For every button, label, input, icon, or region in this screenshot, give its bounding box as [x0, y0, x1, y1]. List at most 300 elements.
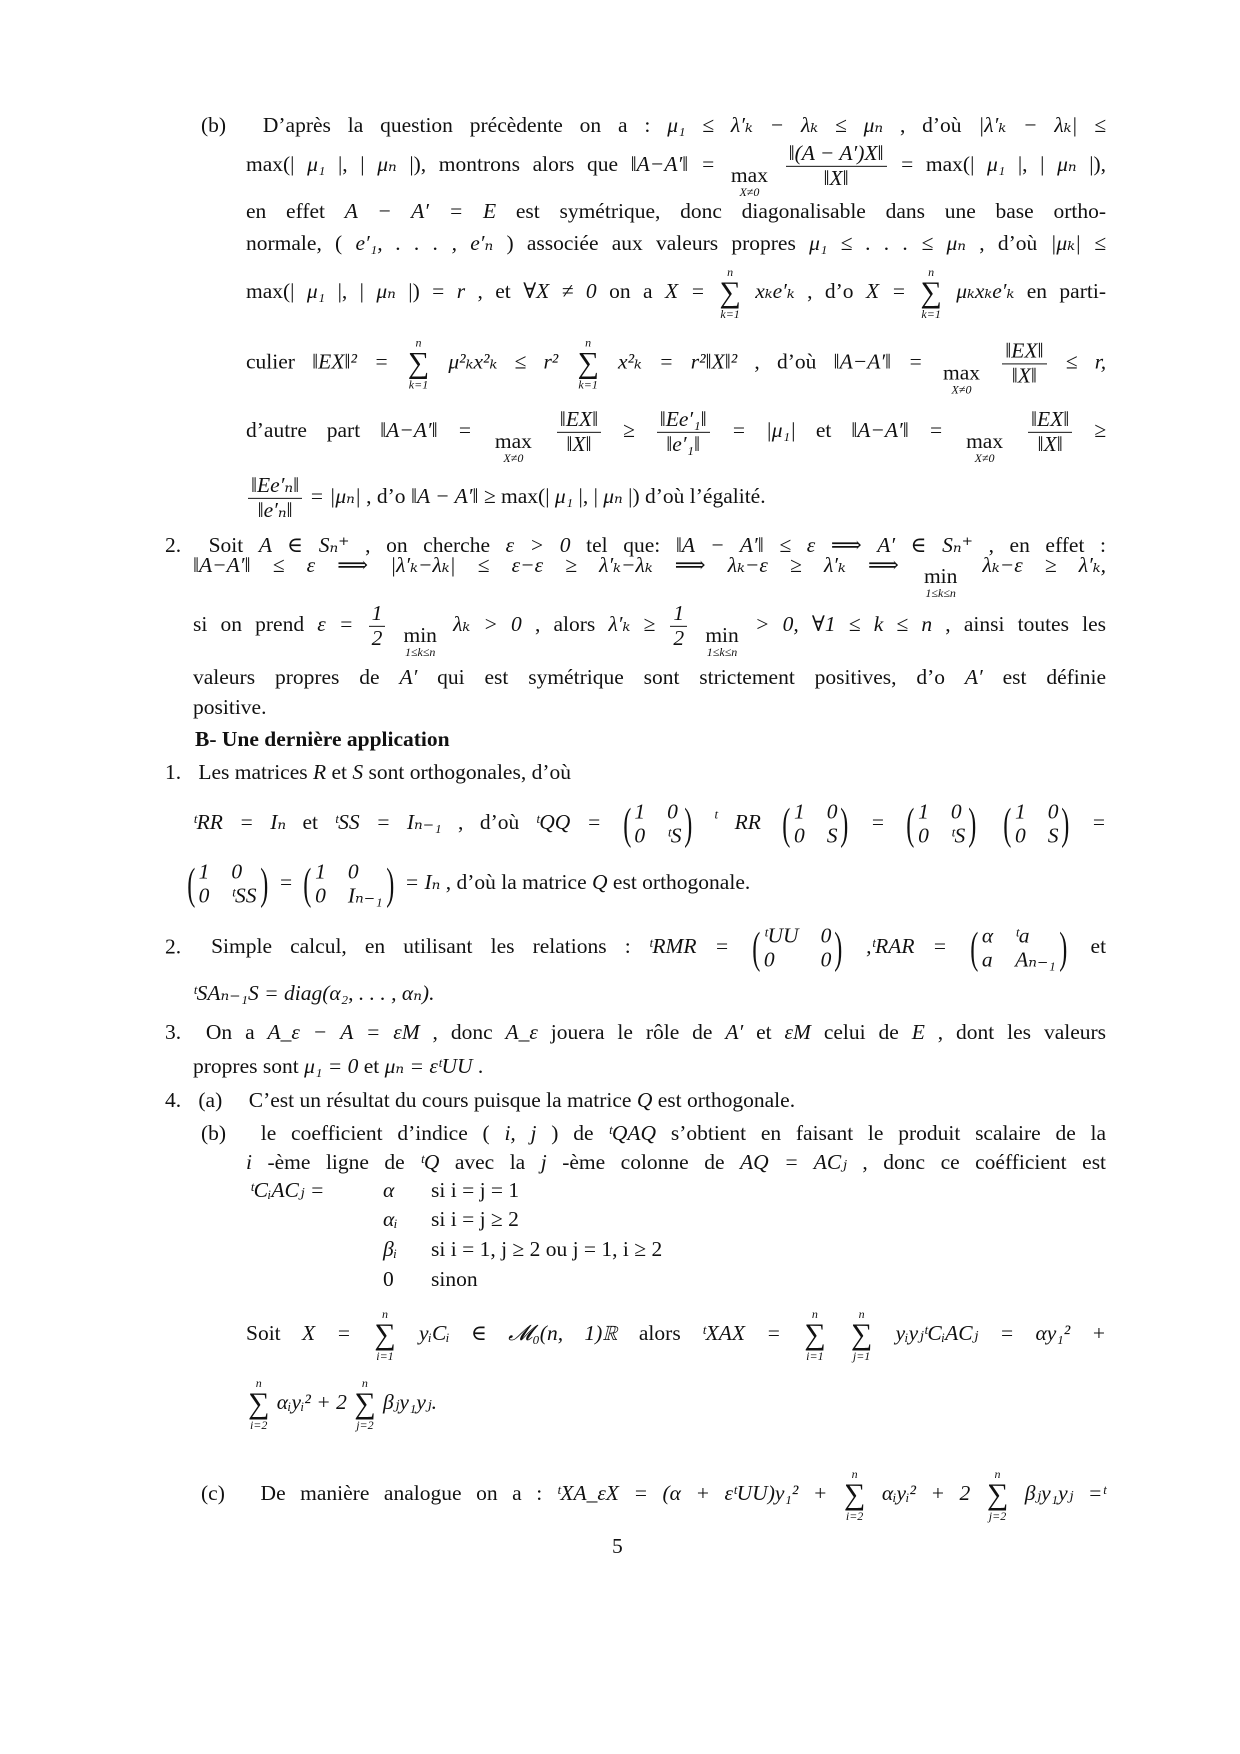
right-parenthesis: )	[968, 799, 977, 848]
sum-upper-bound: n	[928, 265, 935, 279]
matrix	[749, 924, 846, 971]
denominator: 2	[673, 625, 685, 650]
operator-name: min	[705, 622, 739, 647]
math-run: xₖe′ₖ	[755, 278, 795, 303]
matrix	[903, 800, 979, 847]
denominator: ‖e′₁‖	[666, 431, 701, 456]
matrix-entry: 1	[918, 799, 929, 824]
numerator: ‖EX‖	[1028, 408, 1072, 433]
math-run: RR	[734, 809, 761, 834]
matrix-entry: 0	[820, 923, 832, 948]
text-line	[246, 231, 1106, 257]
fraction	[657, 408, 710, 456]
text-run: max(|	[501, 483, 550, 508]
sigma-symbol: ∑	[248, 1387, 270, 1420]
math-run: μₙ = εᵗUU	[384, 1054, 473, 1079]
text-run: Les matrices	[198, 760, 313, 785]
math-run: μ₁ ≤ . . . ≤ μₙ	[809, 231, 966, 256]
math-run: ‖EX‖² =	[312, 349, 389, 374]
text-line	[193, 665, 1106, 691]
fraction	[786, 142, 887, 190]
matrix-entry: 1	[315, 859, 326, 884]
denominator: ‖X‖	[566, 431, 592, 456]
item-number: 4.	[165, 1088, 182, 1113]
text-run: et	[302, 809, 335, 834]
matrix	[967, 924, 1070, 971]
math-run: μ₁	[986, 151, 1006, 176]
math-run: R	[313, 760, 327, 785]
aligned-column	[431, 1207, 519, 1233]
sigma-symbol: ∑	[577, 346, 599, 380]
matrix	[620, 800, 696, 847]
text-run: |) d’où l’égalité.	[628, 483, 766, 508]
text-line	[193, 1054, 483, 1080]
operator-name: min	[403, 622, 437, 647]
matrix-entry: S	[1047, 823, 1059, 847]
sum-lower-bound: i=1	[376, 1349, 394, 1363]
numerator: ‖EX‖	[557, 408, 601, 433]
matrix-entry: 0	[315, 883, 326, 907]
left-parenthesis: (	[1003, 799, 1012, 848]
math-run: ‖A−A′‖ =	[630, 151, 716, 176]
text-line	[246, 1150, 1106, 1176]
math-run: ‖A−A′‖ ≤ ε ⟹ |λ′ₖ−λₖ| ≤ ε−ε ≥ λ′ₖ−λₖ ⟹ λₖ−ε ≥ λ′ₖ ⟹	[193, 552, 899, 577]
matrix-entry: 1	[1014, 799, 1026, 824]
matrix-entry: 0	[1047, 799, 1059, 824]
sum-lower-bound: j=2	[988, 1509, 1007, 1523]
text-line	[165, 760, 571, 786]
summation	[844, 1468, 865, 1522]
operator-subscript: 1≤k≤n	[706, 645, 738, 660]
sigma-symbol: ∑	[986, 1478, 1009, 1511]
matrix-entry: 0	[820, 947, 832, 971]
text-run: si i = j = 1	[431, 1178, 520, 1202]
aligned-column	[431, 1267, 478, 1293]
text-run: positive.	[193, 695, 267, 720]
text-run: et	[363, 1054, 385, 1079]
text-run: s’obtient en faisant le produit scalaire de la	[670, 1121, 1107, 1146]
math-run: ≥	[1094, 417, 1106, 442]
sum-lower-bound: k=1	[408, 377, 429, 392]
text-run: .	[477, 1054, 484, 1079]
text-line	[193, 695, 266, 721]
operator-with-subscript	[705, 622, 739, 660]
math-run: μₙ	[377, 151, 397, 176]
text-line	[193, 553, 1106, 599]
math-run: |λ′ₖ − λₖ| ≤	[978, 113, 1107, 138]
math-run: βⱼy₁yⱼ.	[383, 1389, 438, 1414]
math-run: ‖A−A′‖ =	[851, 417, 944, 442]
sum-upper-bound: n	[585, 335, 592, 350]
text-line	[246, 199, 1106, 225]
text-run: |), montrons alors que	[409, 151, 631, 176]
text-run: avec la	[454, 1150, 541, 1175]
text-run: max(|	[246, 278, 295, 303]
summation	[374, 1308, 395, 1362]
text-run: propres sont	[193, 1054, 305, 1079]
text-run: jouera le rôle de	[550, 1020, 726, 1045]
math-run: ᵗQQ =	[535, 809, 602, 834]
left-parenthesis: (	[622, 799, 632, 848]
operator-subscript: X≠0	[739, 185, 760, 200]
text-run: , donc	[432, 1020, 506, 1045]
matrix	[779, 800, 852, 847]
math-run: αᵢyᵢ² + 2	[276, 1389, 347, 1414]
sigma-symbol: ∑	[843, 1478, 866, 1511]
math-run: i	[246, 1150, 252, 1175]
math-run: = |μₙ|	[309, 483, 361, 508]
text-run: -ème colonne de	[562, 1150, 740, 1175]
left-parenthesis: (	[970, 923, 979, 972]
text-run: , d’où	[458, 809, 536, 834]
math-run: μₙ	[1057, 151, 1077, 176]
sum-lower-bound: k=1	[720, 307, 740, 321]
matrix-entry: ᵗSS	[231, 883, 257, 907]
math-run: i, j	[504, 1121, 537, 1146]
math-run: A − A′ = E	[344, 199, 497, 224]
text-run: 0	[383, 1267, 394, 1291]
text-run: , donc ce coéfficient est	[862, 1150, 1107, 1175]
matrix-entries	[794, 800, 838, 847]
math-run: = Iₙ	[404, 869, 441, 894]
denominator: ‖X‖	[1037, 431, 1063, 456]
right-parenthesis: )	[259, 859, 268, 908]
operator-with-subscript	[943, 362, 980, 396]
text-run: normale, (	[246, 231, 343, 256]
section-heading: B- Une dernière application	[195, 727, 450, 752]
matrix-entry: ᵗUU	[763, 923, 799, 948]
text-line	[193, 981, 434, 1007]
text-run: en effet	[246, 199, 345, 224]
summation	[987, 1468, 1008, 1522]
math-run: ≤ r,	[1065, 349, 1107, 374]
text-run: culier	[246, 349, 313, 374]
math-run: =	[278, 869, 299, 894]
text-run: en parti-	[1026, 278, 1106, 303]
item-number: 3.	[165, 1020, 182, 1045]
text-run: , d’où la matrice	[445, 869, 592, 894]
matrix-entry: S	[826, 823, 838, 847]
aligned-column	[383, 1178, 394, 1204]
denominator: ‖X‖	[1011, 362, 1037, 387]
text-line	[0, 1207, 1240, 1235]
summation	[804, 1308, 825, 1362]
matrix-entry: 0	[950, 799, 962, 824]
math-run: ∀1 ≤ k ≤ n	[811, 611, 933, 636]
text-line	[201, 1121, 1106, 1147]
operator-with-subscript	[966, 428, 1004, 466]
sum-upper-bound: n	[994, 1467, 1001, 1481]
sub-item-label: (a)	[198, 1088, 223, 1113]
right-parenthesis: )	[684, 799, 693, 848]
operator-subscript: 1≤k≤n	[404, 645, 436, 660]
operator-subscript: X≠0	[974, 451, 995, 466]
numerator: ‖Ee′ₙ‖	[248, 474, 302, 499]
text-run: valeurs propres de	[193, 665, 400, 690]
sum-upper-bound: n	[415, 335, 422, 350]
text-run: , alors	[534, 611, 609, 636]
text-line	[246, 408, 1106, 464]
math-run: A_ε	[505, 1020, 538, 1045]
text-run: et	[815, 417, 852, 442]
item-number: 2.	[165, 533, 182, 558]
math-run: > 0,	[754, 611, 799, 636]
operator-name: max	[942, 360, 981, 385]
summation	[408, 336, 429, 390]
math-run: X =	[301, 1320, 351, 1345]
text-run: |),	[1089, 151, 1107, 176]
right-parenthesis: )	[1061, 799, 1070, 848]
fraction	[1028, 408, 1072, 456]
summation	[577, 336, 598, 390]
text-line	[165, 1020, 1106, 1046]
text-run: |) =	[408, 278, 457, 303]
numerator: 1	[369, 602, 386, 627]
text-line	[201, 1468, 1106, 1522]
operator-with-subscript	[494, 428, 532, 466]
math-run: μ²ₖx²ₖ ≤ r²	[448, 349, 559, 374]
left-parenthesis: (	[303, 859, 312, 908]
sigma-symbol: ∑	[719, 276, 741, 309]
numerator: ‖EX‖	[1002, 339, 1046, 364]
summation	[851, 1308, 872, 1362]
numerator: ‖Ee′₁‖	[657, 408, 710, 433]
math-run: α	[383, 1178, 395, 1202]
text-run: De manière analogue on a :	[260, 1480, 557, 1505]
math-run: ᵗRR = Iₙ	[193, 809, 287, 834]
math-run: A′	[399, 665, 418, 690]
sum-upper-bound: n	[858, 1307, 865, 1321]
math-run: Q	[636, 1088, 653, 1113]
text-run: alors	[638, 1320, 703, 1345]
matrix-entries	[764, 924, 831, 971]
sigma-symbol: ∑	[407, 346, 430, 380]
math-run: βⱼy₁yⱼ =ᵗ	[1024, 1480, 1107, 1505]
matrix-entry: 0	[793, 823, 805, 847]
text-run: |, |	[578, 483, 598, 508]
math-run: =	[1091, 809, 1107, 834]
text-run: , ainsi toutes les	[945, 611, 1106, 636]
text-run: On a	[205, 1020, 268, 1045]
right-parenthesis: )	[834, 923, 843, 972]
aligned-column	[431, 1237, 662, 1263]
left-parenthesis: (	[906, 799, 915, 848]
text-line	[246, 142, 1106, 198]
math-run: = |μ₁|	[731, 417, 796, 442]
text-run: -ème ligne de	[267, 1150, 421, 1175]
sum-lower-bound: i=1	[806, 1349, 824, 1363]
matrix	[184, 860, 271, 907]
aligned-column	[383, 1207, 398, 1233]
math-run: e′₁, . . . , e′ₙ	[355, 231, 494, 256]
text-run: |, |	[337, 278, 364, 303]
text-run: et	[1090, 933, 1107, 958]
matrix-entry: 0	[231, 859, 243, 884]
fraction	[557, 408, 601, 456]
sub-item-label: (c)	[201, 1480, 225, 1505]
operator-name: min	[923, 563, 958, 588]
text-run: 5	[612, 1534, 623, 1559]
matrix-entry: ᵗS	[950, 823, 966, 847]
fraction	[670, 602, 687, 650]
sum-lower-bound: j=2	[356, 1418, 374, 1432]
matrix-entry: 1	[634, 799, 646, 824]
aligned-column	[431, 1178, 519, 1204]
sum-lower-bound: i=2	[845, 1509, 864, 1523]
matrix-entry: Iₙ₋₁	[347, 883, 383, 907]
math-run: λₖ > 0	[453, 611, 522, 636]
math-run: ≥	[623, 417, 635, 442]
math-run: ᵗSAₙ₋₁S = diag(α₂, . . . , αₙ).	[193, 981, 435, 1006]
sum-upper-bound: n	[727, 265, 734, 279]
math-run: Q	[592, 869, 608, 894]
denominator: ‖e′ₙ‖	[257, 497, 293, 522]
operator-name: max	[494, 428, 532, 453]
text-line	[165, 1088, 795, 1114]
matrix-entry: 0	[667, 799, 678, 824]
right-parenthesis: )	[840, 799, 849, 848]
math-run: λ′ₖ ≥	[608, 611, 656, 636]
text-run: max(|	[246, 151, 295, 176]
text-run: , d’où	[979, 231, 1051, 256]
text-run: , en effet :	[988, 533, 1106, 558]
sigma-symbol: ∑	[804, 1318, 826, 1351]
math-run: A_ε − A = εM	[267, 1020, 420, 1045]
sigma-symbol: ∑	[850, 1318, 873, 1351]
text-run: |, |	[1017, 151, 1045, 176]
text-run: d’autre part	[246, 417, 381, 442]
math-run: X =	[664, 278, 705, 303]
numerator: ‖(A − A′)X‖	[786, 142, 887, 167]
math-run: ,ᵗRAR =	[866, 933, 948, 958]
math-run: ‖A−A′‖ =	[833, 349, 923, 374]
matrix	[300, 860, 397, 907]
sum-lower-bound: i=2	[249, 1418, 268, 1432]
text-run: C’est un résultat du cours puisque la matrice	[248, 1088, 637, 1113]
text-run: si on prend	[193, 611, 318, 636]
superscript: t	[714, 806, 719, 822]
page-number	[612, 1534, 623, 1560]
matrix-entry: ᵗS	[667, 823, 682, 847]
math-run: ‖A−A′‖ =	[380, 417, 472, 442]
operator-subscript: 1≤k≤n	[925, 586, 956, 601]
math-run: ᵗXA_εX = (α + εᵗUU)y₁² +	[556, 1480, 828, 1505]
text-line	[195, 727, 450, 753]
numerator: 1	[670, 602, 687, 627]
matrix-entry: α	[981, 923, 994, 948]
left-parenthesis: (	[752, 923, 761, 972]
math-run: E	[911, 1020, 925, 1045]
text-run: ) de	[551, 1121, 609, 1146]
math-run: A′	[725, 1020, 744, 1045]
denominator: 2	[371, 625, 383, 650]
matrix-entries	[1015, 800, 1059, 847]
matrix-entry: 0	[1014, 823, 1026, 847]
right-parenthesis: )	[385, 859, 394, 908]
math-run: μ₁ = 0	[304, 1054, 359, 1079]
matrix-entries	[315, 860, 382, 907]
item-number: 2.	[165, 933, 182, 958]
math-run: ‖A − A′‖ ≥	[410, 483, 502, 508]
math-run: εM	[784, 1020, 811, 1045]
fraction	[248, 474, 302, 522]
math-run: αᵢyᵢ² + 2	[881, 1480, 971, 1505]
math-run: yᵢyⱼᵗCᵢACⱼ = αy₁² +	[895, 1320, 1107, 1345]
text-run: , d’o	[366, 483, 411, 508]
text-run: et	[756, 1020, 785, 1045]
math-run: ε > 0	[505, 533, 571, 558]
math-run: μₖxₖe′ₖ	[956, 278, 1015, 303]
text-run: , et	[477, 278, 524, 303]
fraction	[1002, 339, 1046, 387]
text-run: |, |	[337, 151, 365, 176]
math-run: μₙ	[603, 483, 623, 508]
math-run: yᵢCᵢ ∈ 𝓜₀(n, 1)ℝ	[419, 1320, 618, 1345]
math-run: ‖A − A′‖ ≤ ε ⟹ A′ ∈ Sₙ⁺	[675, 533, 973, 558]
left-parenthesis: (	[187, 859, 196, 908]
fraction	[369, 602, 386, 650]
matrix-entry: 0	[634, 823, 646, 847]
math-run: ᵗSS = Iₙ₋₁	[334, 809, 442, 834]
text-run: qui est symétrique sont strictement positives, d’o	[437, 665, 965, 690]
matrix-entries	[982, 924, 1056, 971]
math-run: AQ = ACⱼ	[740, 1150, 847, 1175]
math-run: A′	[964, 665, 983, 690]
math-run: μₙ	[376, 278, 396, 303]
sum-lower-bound: j=1	[852, 1349, 871, 1363]
matrix-entry: 0	[918, 823, 929, 847]
math-run: ᵗQ	[420, 1150, 440, 1175]
matrix-entry: 1	[198, 859, 210, 884]
denominator: ‖X‖	[823, 165, 849, 190]
text-run: Simple calcul, en utilisant les relations :	[211, 933, 649, 958]
sum-upper-bound: n	[381, 1307, 388, 1321]
text-run: le coefficient d’indice (	[260, 1121, 490, 1146]
text-run: est orthogonale.	[657, 1088, 796, 1113]
text-line	[193, 602, 1106, 658]
text-run: = max(|	[901, 151, 975, 176]
matrix-entry: ᵗa	[1015, 923, 1030, 948]
matrix-entries	[634, 800, 681, 847]
math-run: ᵗXAX =	[702, 1320, 781, 1345]
text-run: , on cherche	[365, 533, 506, 558]
text-run: ) associée aux valeurs propres	[506, 231, 810, 256]
matrix-entries	[199, 860, 257, 907]
sigma-symbol: ∑	[354, 1387, 376, 1420]
aligned-column	[250, 1178, 324, 1204]
text-line	[0, 1267, 1240, 1295]
item-number: 1.	[165, 760, 182, 785]
math-run: ∀X ≠ 0	[523, 278, 597, 303]
text-run: si i = 1, j ≥ 2 ou j = 1, i ≥ 2	[431, 1237, 663, 1261]
matrix-entry: 0	[826, 799, 838, 824]
sub-item-label: (b)	[201, 1121, 227, 1146]
sigma-symbol: ∑	[374, 1318, 396, 1351]
sum-lower-bound: k=1	[578, 377, 598, 392]
text-run: et	[331, 760, 353, 785]
text-line	[0, 1237, 1240, 1265]
math-run: αᵢ	[383, 1207, 398, 1231]
text-run: Soit	[246, 1320, 302, 1345]
math-run: μ₁ ≤ λ′ₖ − λₖ ≤ μₙ	[667, 113, 884, 138]
sigma-symbol: ∑	[920, 276, 942, 309]
matrix-entries	[918, 800, 965, 847]
sum-lower-bound: k=1	[921, 307, 941, 321]
matrix-entry: 1	[793, 799, 805, 824]
text-line	[246, 266, 1106, 320]
math-run: μ₁	[306, 278, 326, 303]
math-run: j	[540, 1150, 547, 1175]
